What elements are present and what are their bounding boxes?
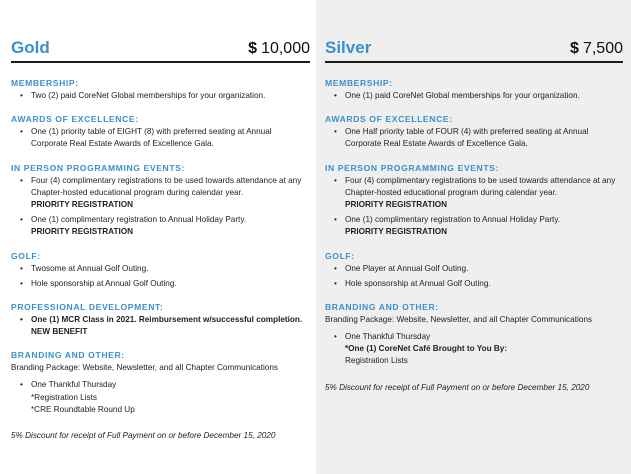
gold-professional-item: • One (1) MCR Class in 2021. Reimbursement w/successful completion. NEW BENEFIT — [11, 314, 310, 338]
gold-membership-title: MEMBERSHIP: — [11, 78, 79, 88]
gold-golf-title: GOLF: — [11, 250, 41, 261]
silver-branding-item — [325, 331, 623, 368]
gold-branding-sub-1: *Registration Lists — [31, 392, 97, 402]
gold-discount-note: 5% Discount for receipt of Full Payment on or before December 15, 2020 — [11, 431, 276, 441]
silver-branding-sub-1: *One (1) CoreNet Café Brought to You By: — [345, 344, 508, 354]
gold-programming-section — [11, 163, 310, 239]
gold-programming-item-1 — [11, 175, 310, 212]
gold-membership-section — [11, 78, 310, 102]
gold-professional-section — [11, 302, 310, 338]
silver-programming-item-1-text: Four (4) complimentary registrations to be used towards attendance at any Chapter-hosted educational program during calendar year. — [345, 175, 616, 197]
silver-tier-name: Silver — [325, 38, 372, 57]
gold-golf-item: • Twosome at Annual Golf Outing. — [11, 263, 310, 275]
gold-golf-item: • Hole sponsorship at Annual Golf Outing. — [11, 278, 310, 290]
gold-golf-section — [11, 251, 310, 290]
gold-programming-item-2-text: One (1) complimentary registration to Annual Holiday Party. — [31, 215, 247, 225]
gold-header — [11, 34, 310, 63]
gold-branding-item — [11, 379, 310, 416]
gold-thankful-thursday: One Thankful Thursday — [31, 380, 117, 390]
silver-tier-column — [316, 0, 631, 474]
silver-programming-item-1-priority: PRIORITY REGISTRATION — [345, 200, 448, 210]
silver-price — [570, 40, 623, 58]
silver-thankful-thursday: One Thankful Thursday — [345, 332, 431, 342]
silver-golf-item: • Hole sponsorship at Annual Golf Outing. — [325, 278, 623, 290]
gold-programming-item-1-text: Four (4) complimentary registrations to be used towards attendance at any Chapter-hosted educational program during calendar year. — [31, 175, 302, 197]
silver-branding-sub-2: Registration Lists — [345, 356, 408, 366]
gold-programming-title: IN PERSON PROGRAMMING EVENTS: — [11, 162, 186, 173]
silver-branding-title: BRANDING AND OTHER: — [325, 302, 439, 313]
silver-programming-item-2 — [325, 214, 623, 238]
silver-membership-title: MEMBERSHIP: — [325, 78, 393, 88]
gold-amount: 10,000 — [261, 40, 310, 57]
silver-programming-item-1 — [325, 175, 623, 212]
silver-programming-title: IN PERSON PROGRAMMING EVENTS: — [325, 162, 500, 173]
silver-branding-section — [325, 302, 623, 368]
gold-awards-title: AWARDS OF EXCELLENCE: — [11, 114, 139, 125]
silver-membership-section — [325, 78, 623, 102]
silver-amount: 7,500 — [582, 40, 623, 57]
gold-programming-item-2 — [11, 214, 310, 238]
gold-awards-item: • One (1) priority table of EIGHT (8) with preferred seating at Annual Corporate Real Estate Awards of Excellence Gala. — [11, 126, 310, 150]
gold-price — [248, 40, 310, 58]
gold-programming-item-2-priority: PRIORITY REGISTRATION — [31, 227, 134, 237]
gold-tier-name: Gold — [11, 38, 50, 57]
silver-awards-title: AWARDS OF EXCELLENCE: — [325, 114, 453, 125]
gold-branding-section — [11, 350, 310, 416]
gold-programming-item-1-priority: PRIORITY REGISTRATION — [31, 200, 134, 210]
silver-currency: $ — [570, 40, 579, 57]
gold-branding-title: BRANDING AND OTHER: — [11, 350, 125, 361]
gold-branding-sub-2: *CRE Roundtable Round Up — [31, 404, 135, 414]
silver-golf-title: GOLF: — [325, 250, 355, 261]
silver-membership-item: • One (1) paid CoreNet Global memberships for your organization. — [325, 90, 623, 102]
gold-membership-item: • Two (2) paid CoreNet Global memberships for your organization. — [11, 90, 310, 102]
silver-golf-section — [325, 251, 623, 290]
silver-branding-package: Branding Package: Website, Newsletter, and all Chapter Communications — [325, 315, 592, 325]
gold-awards-section — [11, 114, 310, 150]
silver-programming-item-2-text: One (1) complimentary registration to Annual Holiday Party. — [345, 215, 561, 225]
silver-awards-section — [325, 114, 623, 150]
gold-currency: $ — [248, 40, 258, 57]
silver-golf-item: • One Player at Annual Golf Outing. — [325, 263, 623, 275]
silver-programming-item-2-priority: PRIORITY REGISTRATION — [345, 227, 448, 237]
gold-branding-package: Branding Package: Website, Newsletter, and all Chapter Communications — [11, 363, 278, 373]
silver-discount-note: 5% Discount for receipt of Full Payment on or before December 15, 2020 — [325, 382, 590, 392]
silver-awards-item: • One Half priority table of FOUR (4) with preferred seating at Annual Corporate Real Estate Awards of Excellence Gala. — [325, 126, 623, 150]
silver-header — [325, 34, 623, 63]
gold-professional-title: PROFESSIONAL DEVELOPMENT: — [11, 302, 164, 313]
silver-programming-section — [325, 163, 623, 239]
